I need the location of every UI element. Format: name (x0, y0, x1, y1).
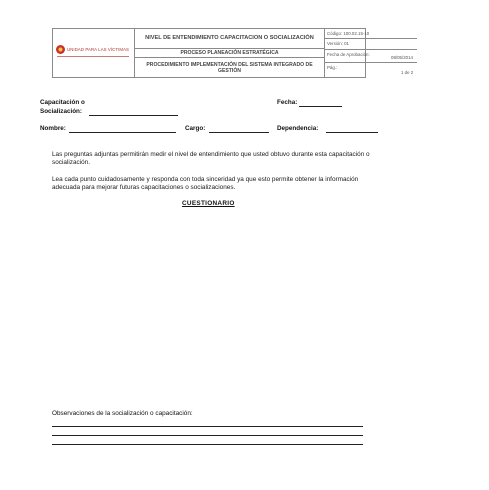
fecha-label: Fecha: (277, 99, 298, 106)
dependencia-label: Dependencia: (277, 125, 319, 132)
procedure-name: PROCEDIMIENTO IMPLEMENTACIÓN DEL SISTEMA INTEGRADO DE GESTIÓN (135, 58, 325, 77)
meta-divider (325, 62, 417, 63)
header-metadata-column (325, 29, 414, 77)
observations-line-3[interactable] (52, 444, 363, 445)
logo-underline (57, 56, 129, 57)
capacitacion-field[interactable] (89, 115, 178, 116)
cargo-field[interactable] (209, 132, 269, 133)
header-title-column (135, 29, 325, 77)
document-code: Código: 100.02.15-10 (327, 31, 370, 36)
observations-line-2[interactable] (52, 435, 363, 436)
observations-line-1[interactable] (52, 426, 363, 427)
logo-text: UNIDAD PARA LAS VÍCTIMAS (67, 46, 130, 52)
capacitacion-label-line2: Socialización: (40, 108, 82, 115)
approval-date-value: 08/05/2014 (391, 55, 413, 60)
intro-paragraph-2: Lea cada punto cuidadosamente y responda con toda sinceridad ya que esto permite obtener la información adecuada para mejorar futuras capacitaciones o socializaciones. (52, 176, 359, 192)
unidad-victimas-logo (56, 43, 130, 55)
page-label: Pág.: (327, 65, 338, 70)
document-version: Versión: 01 (327, 41, 349, 46)
process-name: PROCESO PLANEACIÓN ESTRATÉGICA (135, 49, 325, 58)
approval-date-label: Fecha de Aprobación: (327, 52, 370, 57)
meta-divider (325, 49, 417, 50)
questionnaire-title: CUESTIONARIO (182, 200, 235, 207)
dependencia-field[interactable] (326, 132, 378, 133)
capacitacion-label-line1: Capacitación o (40, 99, 85, 106)
fecha-field[interactable] (299, 106, 342, 107)
logo-cell (53, 29, 135, 77)
document-header-table (52, 28, 414, 78)
document-title: NIVEL DE ENTENDIMIENTO CAPACITACION O SOCIALIZACIÓN (135, 29, 325, 49)
page-number: 1 de 2 (401, 70, 414, 75)
observations-label: Observaciones de la socialización o capacitación: (52, 410, 193, 417)
nombre-field[interactable] (69, 132, 176, 133)
meta-divider (325, 38, 417, 39)
logo-emblem-icon (56, 45, 65, 54)
nombre-label: Nombre: (40, 125, 66, 132)
intro-paragraph-1: Las preguntas adjuntas permitirán medir el nivel de entendimiento que usted obtuvo durante esta capacitación o socialización. (52, 151, 370, 167)
cargo-label: Cargo: (185, 125, 206, 132)
